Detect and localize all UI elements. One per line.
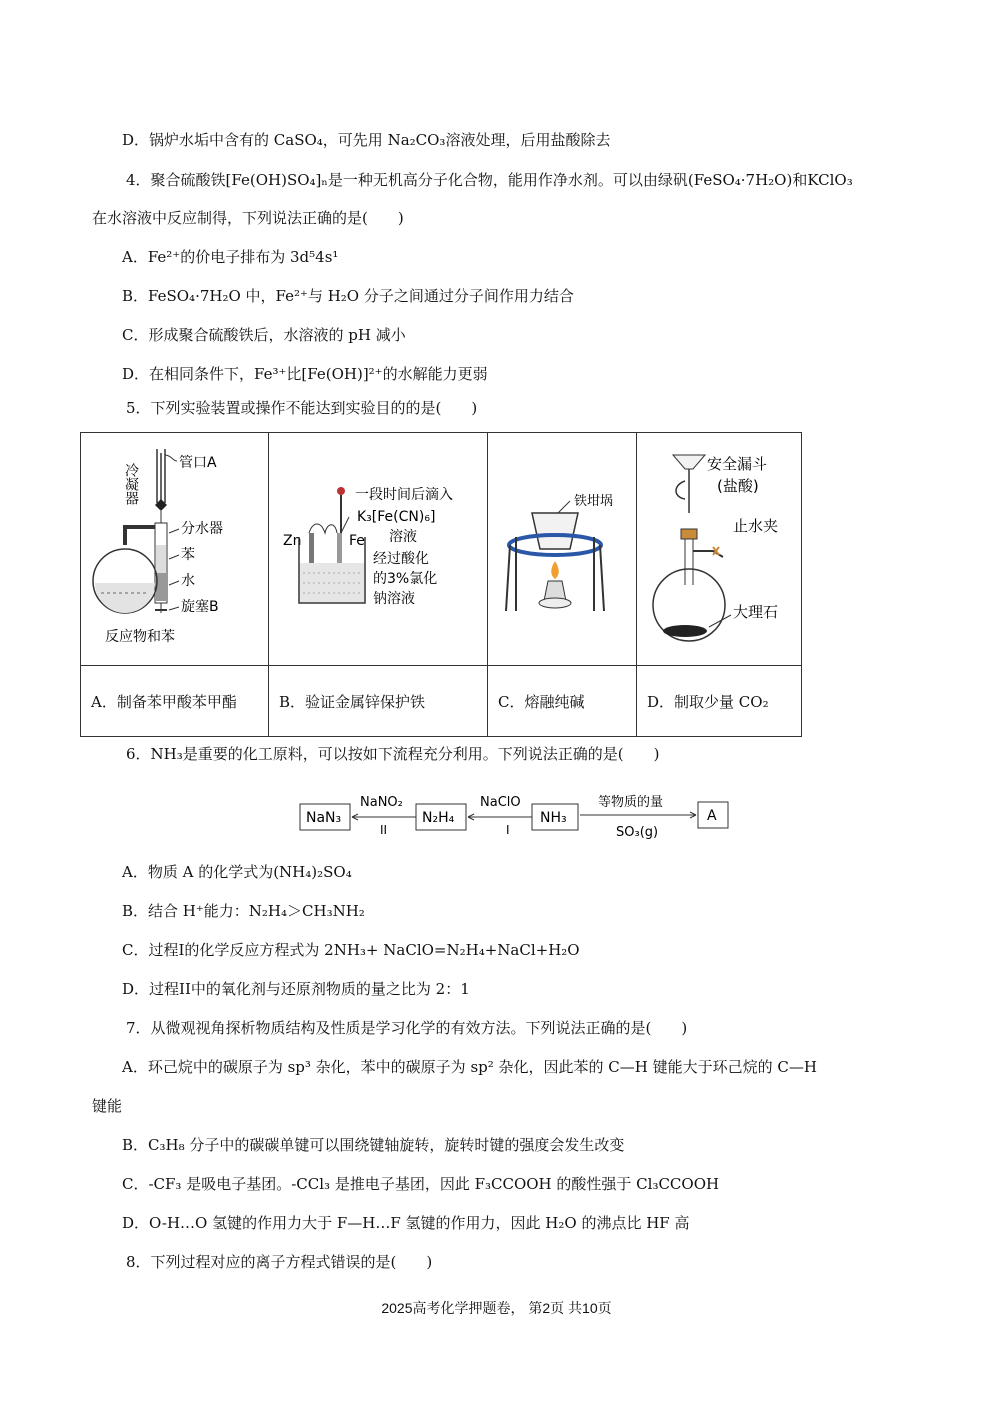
q4-option-c: C．形成聚合硫酸铁后，水溶液的 pH 减小 — [122, 326, 406, 344]
flow-arrow-i-top: NaClO — [480, 795, 521, 810]
flow-box-label-2: NH₃ — [540, 810, 567, 826]
q7-option-d: D．O-H…O 氢键的作用力大于 F—H…F 氢键的作用力，因此 H₂O 的沸点比 HF 高 — [122, 1214, 690, 1232]
flow-arrow-i-bottom: I — [506, 823, 510, 837]
flow-arrow-right-top: 等物质的量 — [598, 795, 664, 810]
q7-option-c: C．-CF₃ 是吸电子基团。-CCl₃ 是推电子基团，因此 F₃CCOOH 的酸性强于 Cl₃CCOOH — [122, 1175, 720, 1193]
apparatus-table — [80, 432, 802, 737]
q4-option-b: B．FeSO₄·7H₂O 中，Fe²⁺与 H₂O 分子之间通过分子间作用力结合 — [122, 287, 574, 305]
flow-box-label-1: N₂H₄ — [422, 810, 455, 826]
figure-d-co2-apparatus — [637, 433, 801, 661]
fig-c-label-0: 铁坩埚 — [574, 494, 614, 509]
fig-a-label-6: 反应物和苯 — [105, 629, 175, 645]
figure-a-cell — [81, 433, 269, 666]
figure-b-zinc-protection-apparatus — [269, 433, 487, 661]
q4-stem-line2: 在水溶液中反应制得，下列说法正确的是( ) — [92, 209, 404, 227]
caption-d: D．制取少量 CO₂ — [637, 666, 802, 737]
flow-box-label-0: NaN₃ — [306, 810, 342, 826]
q5-stem: 5．下列实验装置或操作不能达到实验目的的是( ) — [126, 399, 478, 417]
fig-a-label-0: 冷凝器 — [123, 463, 139, 505]
fig-b-label-4: Fe — [349, 533, 365, 549]
caption-a: A．制备苯甲酸苯甲酯 — [81, 666, 269, 737]
fig-a-label-1: 管口A — [179, 455, 217, 471]
fig-b-label-3: Zn — [283, 533, 302, 549]
fig-b-label-7: 钠溶液 — [373, 591, 415, 607]
q3-option-d: D．锅炉水垢中含有的 CaSO₄，可先用 Na₂CO₃溶液处理，后用盐酸除去 — [122, 131, 611, 149]
fig-b-label-1: K₃[Fe(CN)₆] — [357, 509, 436, 525]
q6-option-b: B．结合 H⁺能力：N₂H₄＞CH₃NH₂ — [122, 902, 365, 920]
fig-d-label-3: 大理石 — [733, 603, 779, 621]
q7-option-a-line2: 键能 — [92, 1097, 123, 1115]
q6-option-d: D．过程II中的氧化剂与还原剂物质的量之比为 2：1 — [122, 980, 470, 998]
figure-d-cell — [637, 433, 802, 666]
fig-b-label-0: 一段时间后滴入 — [355, 487, 453, 503]
q6-flow-diagram — [298, 788, 738, 844]
flow-box-label-3: A — [707, 808, 717, 824]
flow-arrow-ii-top: NaNO₂ — [360, 795, 403, 810]
flow-arrow-ii-bottom: II — [380, 823, 388, 837]
q4-stem-line1: 4．聚合硫酸铁[Fe(OH)SO₄]ₙ是一种无机高分子化合物，能用作净水剂。可以由绿矾(FeSO₄·7H₂O)和KClO₃ — [126, 171, 853, 189]
caption-c: C．熔融纯碱 — [488, 666, 637, 737]
figure-b-cell — [269, 433, 488, 666]
q8-stem: 8．下列过程对应的离子方程式错误的是( ) — [126, 1253, 433, 1271]
fig-a-label-5: 旋塞B — [181, 599, 219, 615]
fig-b-label-6: 的3%氯化 — [373, 571, 438, 587]
q6-option-c: C．过程I的化学反应方程式为 2NH₃+ NaClO=N₂H₄+NaCl+H₂O — [122, 941, 580, 959]
flow-arrow-ii — [352, 814, 416, 820]
fig-a-label-2: 分水器 — [181, 521, 223, 537]
flow-arrow-right-bottom: SO₃(g) — [616, 825, 659, 840]
fig-b-label-2: 溶液 — [389, 529, 417, 545]
figure-c-cell — [488, 433, 637, 666]
caption-b: B．验证金属锌保护铁 — [269, 666, 488, 737]
fig-a-label-3: 苯 — [181, 547, 195, 563]
fig-b-label-5: 经过酸化 — [373, 551, 429, 567]
q6-option-a: A．物质 A 的化学式为(NH₄)₂SO₄ — [122, 863, 352, 881]
q7-option-a-line1: A．环己烷中的碳原子为 sp³ 杂化，苯中的碳原子为 sp² 杂化，因此苯的 C—H 键能大于环己烷的 C—H — [122, 1058, 817, 1076]
q4-option-d: D．在相同条件下，Fe³⁺比[Fe(OH)]²⁺的水解能力更弱 — [122, 365, 488, 383]
fig-d-label-0: 安全漏斗 — [707, 455, 768, 473]
q7-option-b: B．C₃H₈ 分子中的碳碳单键可以围绕键轴旋转，旋转时键的强度会发生改变 — [122, 1136, 625, 1154]
figure-c-crucible-apparatus — [488, 433, 636, 661]
q6-stem: 6．NH₃是重要的化工原料，可以按如下流程充分利用。下列说法正确的是( ) — [126, 745, 660, 763]
fig-d-label-2: 止水夹 — [733, 517, 779, 535]
figure-a-esterification-apparatus — [81, 433, 268, 661]
fig-a-label-4: 水 — [181, 573, 195, 589]
page-footer: 2025高考化学押题卷， 第2页 共10页 — [381, 1300, 612, 1316]
flow-arrow-i — [468, 814, 532, 820]
q7-stem: 7．从微观视角探析物质结构及性质是学习化学的有效方法。下列说法正确的是( ) — [126, 1019, 688, 1037]
fig-d-label-1: (盐酸) — [717, 477, 759, 495]
q4-option-a: A．Fe²⁺的价电子排布为 3d⁵4s¹ — [122, 248, 339, 266]
flow-arrow-right — [580, 812, 696, 818]
